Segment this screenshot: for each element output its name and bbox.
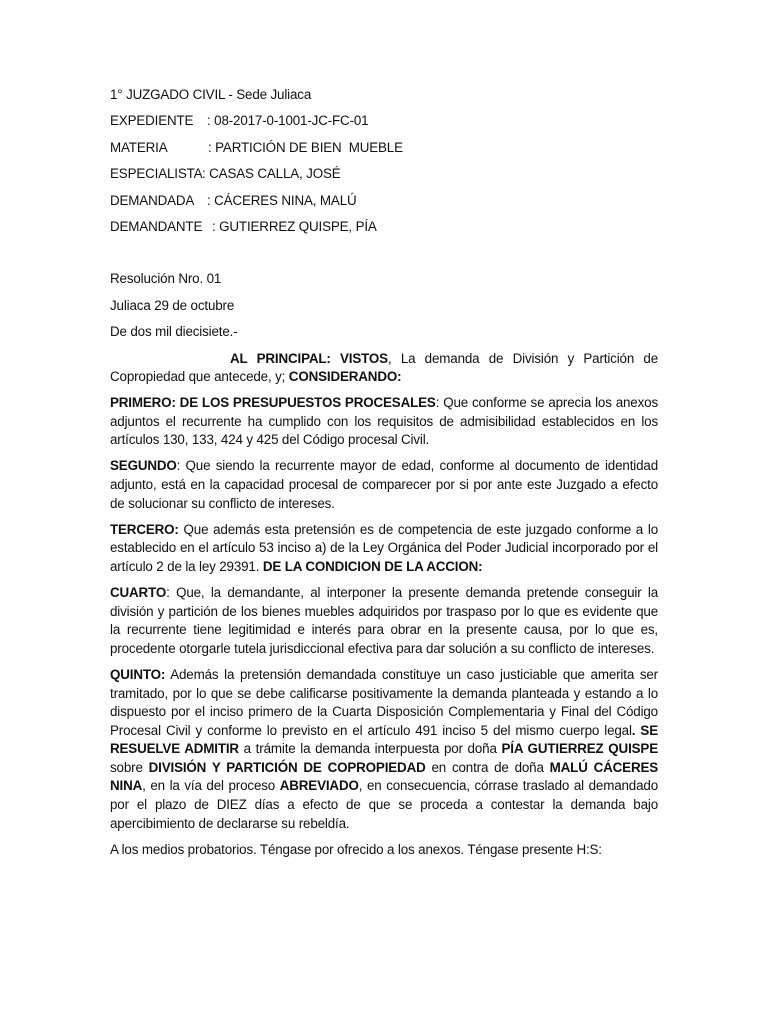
principal-lead: AL PRINCIPAL: VISTOS [230,350,388,366]
materia-value: : PARTICIÓN DE BIEN MUEBLE [208,139,403,155]
materia-row [110,139,658,158]
quinto-text-6: , en consecuencia, córrase traslado al demandado por el plazo de DIEZ días a efecto de que se proceda a contestar la demanda bajo apercibimiento de declararse su rebeldía. [110,778,658,831]
quinto-text-1: Además la pretensión demandada constituye un caso justiciable que amerita ser tramitado, por lo que se debe calificarse positivamente la demanda planteada y estando a lo dispuesto por el inciso primero de la Cuarta Disposición Complementaria y Final del Código Procesal Civil y conforme lo previsto en el artículo 491 inciso 5 del mismo cuerpo legal [110,666,658,738]
demandante-value: : GUTIERREZ QUISPE, PÍA [212,218,377,234]
document-body [110,86,658,867]
quinto-via: ABREVIADO [279,778,359,794]
demandante-row [110,218,658,237]
especialista-value: : CASAS CALLA, JOSÉ [202,166,341,182]
paragraph-segundo [110,457,658,513]
tercero-lead: TERCERO: [110,521,179,537]
demandante-label: DEMANDANTE [110,218,203,234]
primero-lead: PRIMERO: DE LOS PRESUPUESTOS PROCESALES [110,395,436,411]
paragraph-quinto [110,666,658,833]
resolution-date: Juliaca 29 de octubre [110,297,235,313]
principal-text: , La demanda de División y Partición de Copropiedad que antecede, y; [110,350,659,385]
tercero-tail: DE LA CONDICION DE LA ACCION: [262,558,483,574]
resolution-number: Resolución Nro. 01 [110,271,222,287]
quinto-lead: QUINTO: [110,666,166,682]
quinto-demandada-name: MALÚ CÁCERES NINA [110,759,659,794]
materia-label: MATERIA [110,139,168,155]
demandada-value: : CÁCERES NINA, MALÚ [207,192,357,208]
especialista-row [110,165,658,184]
paragraph-principal [110,350,658,387]
paragraph-medios: A los medios probatorios. Téngase por ofrecido a los anexos. Téngase presente H:S: [110,841,602,857]
paragraph-primero [110,394,658,450]
primero-text: : Que conforme se aprecia los anexos adjuntos el recurrente ha cumplido con los requisitos de admisibilidad establecidos en los artículos 130, 133, 424 y 425 del Código procesal Civil. [110,395,658,448]
resolution-year: De dos mil diecisiete.- [110,324,238,340]
tercero-text: Que además esta pretensión es de competencia de este juzgado conforme a lo establecido en el artículo 53 inciso a) de la Ley Orgánica del Poder Judicial incorporado por el artículo 2 de la ley 29391. [110,521,658,574]
especialista-label: ESPECIALISTA [110,166,203,182]
demandada-row [110,192,658,211]
court-heading: 1° JUZGADO CIVIL - Sede Juliaca [110,87,312,102]
spacer [110,244,658,270]
demandada-label: DEMANDADA [110,192,195,208]
expediente-label: EXPEDIENTE [110,113,194,129]
expediente-value: : 08-2017-0-1001-JC-FC-01 [207,113,369,129]
paragraph-tercero [110,521,658,577]
principal-tail: CONSIDERANDO: [288,369,402,385]
quinto-demandante-name: PÍA GUTIERREZ QUISPE [501,741,658,757]
quinto-text-2: a trámite la demanda interpuesta por doña [238,741,502,757]
paragraph-cuarto [110,584,658,658]
segundo-text: : Que siendo la recurrente mayor de edad, conforme al documento de identidad adjunto, está en la capacidad procesal de comparecer por si por ante este Juzgado a efecto de solucionar su conflicto de intereses. [110,458,658,511]
cuarto-text: : Que, la demandante, al interponer la presente demanda pretende conseguir la división y partición de los bienes muebles adquiridos por traspaso por lo que es evidente que la recurrente tiene legitimidad e interés para obrar en la presente causa, por lo que es, procedente otorgarle tutela jurisdiccional efectiva para dar solución a su conflicto de intereses. [110,585,658,656]
segundo-lead: SEGUNDO [110,458,177,474]
quinto-text-3: sobre [110,759,149,775]
quinto-text-4: en contra de doña [425,759,550,775]
quinto-resuelve: . SE RESUELVE ADMITIR [110,722,658,757]
expediente-row [110,112,658,131]
quinto-text-5: , en la vía del proceso [142,778,280,794]
quinto-materia: DIVISIÓN Y PARTICIÓN DE COPROPIEDAD [148,759,426,775]
cuarto-lead: CUARTO [110,585,167,601]
